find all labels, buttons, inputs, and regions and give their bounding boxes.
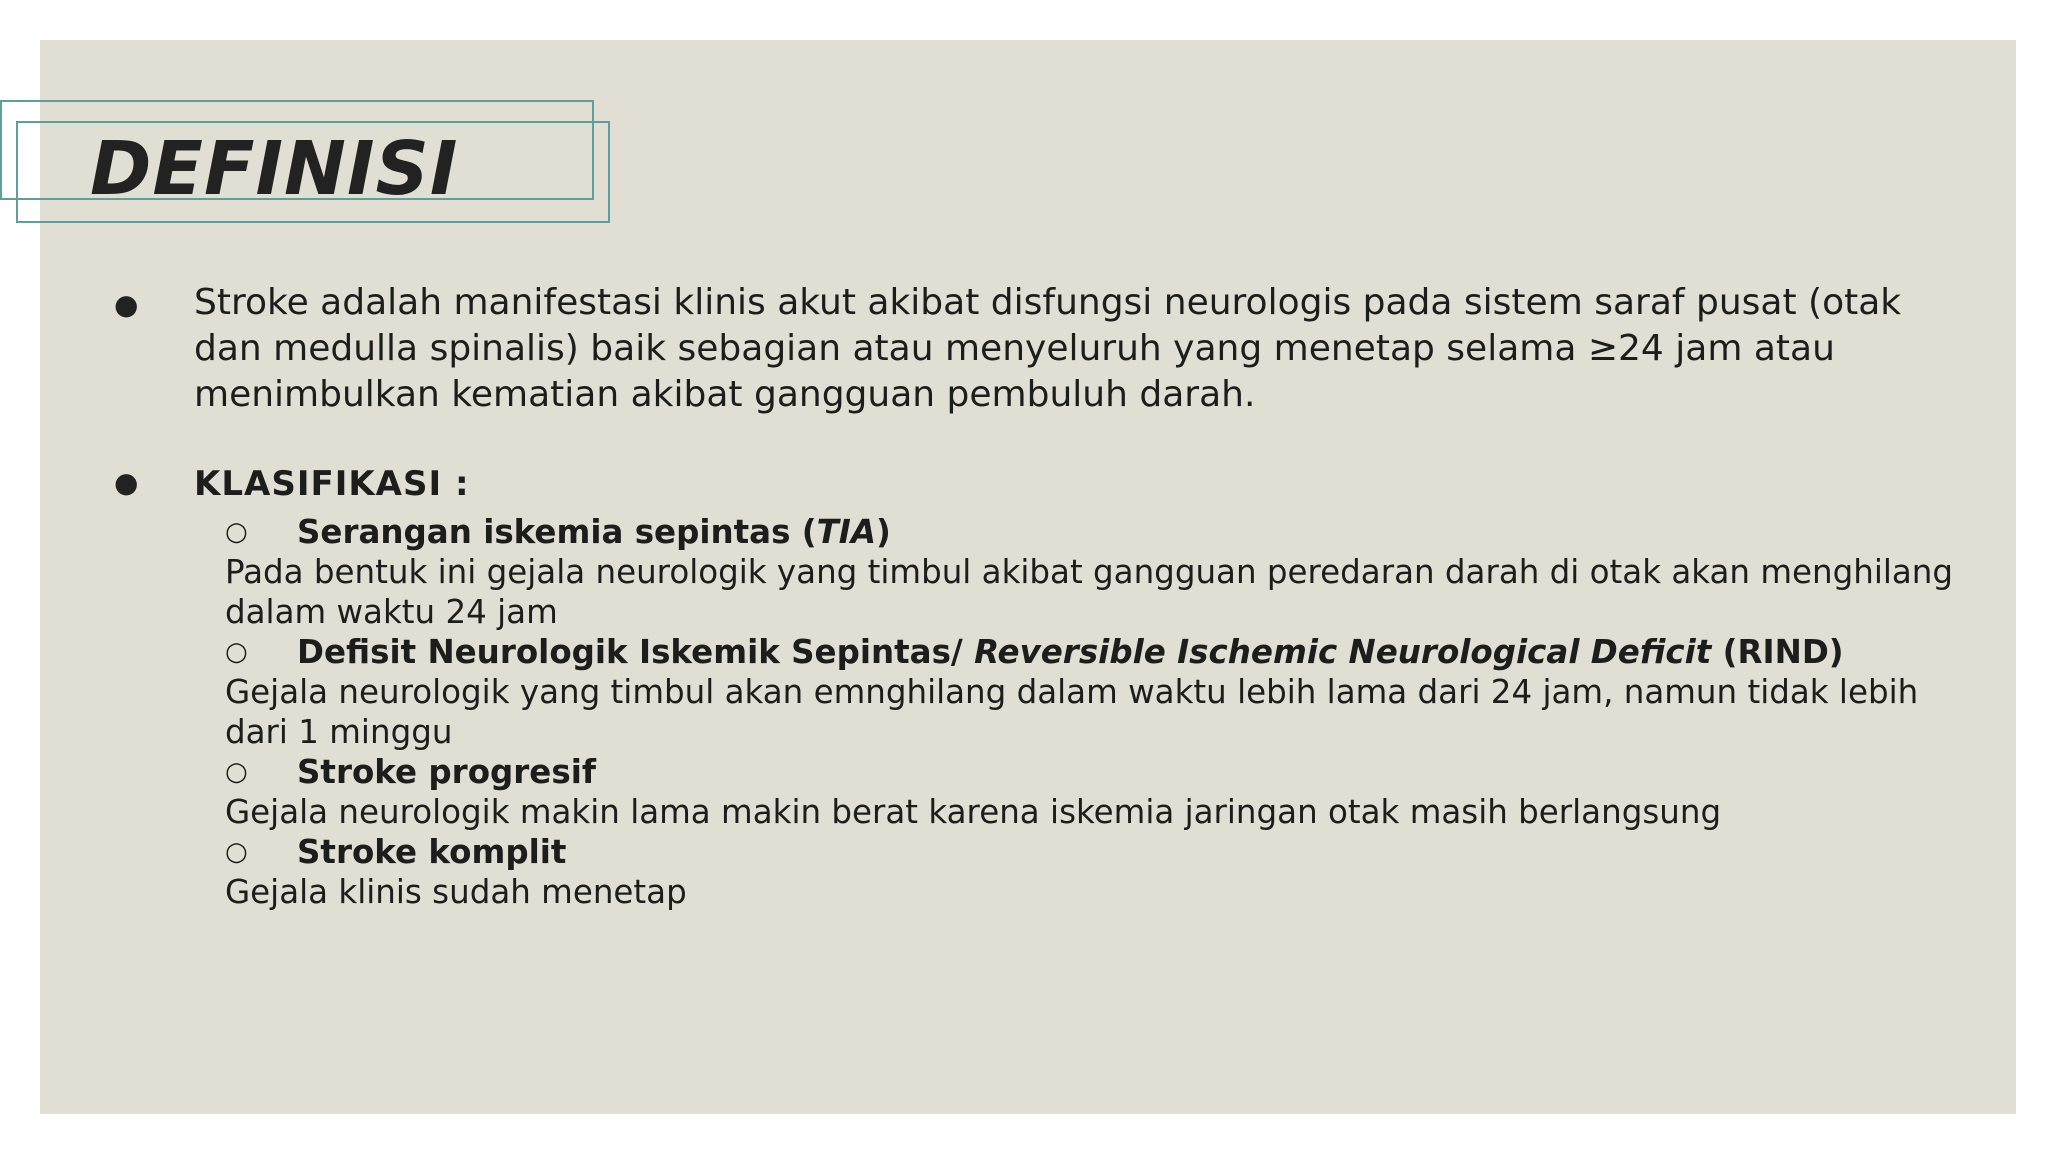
classification-name-end: ) bbox=[876, 513, 891, 551]
classification-name bbox=[297, 752, 596, 792]
classification-item bbox=[225, 632, 1965, 752]
classification-name bbox=[297, 832, 566, 872]
classification-name-part: Stroke progresif bbox=[297, 753, 596, 791]
classification-name-italic: TIA bbox=[816, 513, 877, 551]
slide-title: DEFINISI bbox=[90, 126, 459, 212]
sub-bullet-icon: ○ bbox=[225, 757, 248, 787]
classification-bullet-icon: ● bbox=[114, 466, 139, 499]
classification-item-head bbox=[225, 752, 1965, 792]
classification-name-end: (RIND) bbox=[1711, 633, 1844, 671]
classification-name bbox=[297, 632, 1844, 672]
classification-name-part: Serangan iskemia sepintas ( bbox=[297, 513, 817, 551]
classification-list bbox=[225, 512, 1965, 912]
classification-description: Gejala neurologik yang timbul akan emnghilang dalam waktu lebih lama dari 24 jam, namun tidak lebih dari 1 minggu bbox=[225, 673, 1919, 751]
classification-description: Pada bentuk ini gejala neurologik yang timbul akibat gangguan peredaran darah di otak akan menghilang dalam waktu 24 jam bbox=[225, 553, 1954, 631]
sub-bullet-icon: ○ bbox=[225, 837, 248, 867]
classification-item-head bbox=[225, 632, 1965, 672]
classification-name bbox=[297, 512, 891, 552]
classification-description: Gejala neurologik makin lama makin berat karena iskemia jaringan otak masih berlangsung bbox=[225, 793, 1722, 831]
sub-bullet-icon: ○ bbox=[225, 637, 248, 667]
definition-text: Stroke adalah manifestasi klinis akut akibat disfungsi neurologis pada sistem saraf pusat (otak dan medulla spinalis) baik sebagian atau menyeluruh yang menetap selama ≥24 jam atau menimbulkan kematian akibat gangguan pembuluh darah. bbox=[194, 282, 1902, 415]
classification-item bbox=[225, 832, 1965, 912]
sub-bullet-icon: ○ bbox=[225, 517, 248, 547]
classification-name-italic: Reversible Ischemic Neurological Deficit bbox=[974, 633, 1712, 671]
classification-item bbox=[225, 512, 1965, 632]
classification-description: Gejala klinis sudah menetap bbox=[225, 873, 687, 911]
classification-item bbox=[225, 752, 1965, 832]
classification-heading: KLASIFIKASI : bbox=[194, 464, 470, 504]
classification-item-head bbox=[225, 512, 1965, 552]
definition-bullet-icon: ● bbox=[114, 288, 139, 321]
classification-name-part: Defisit Neurologik Iskemik Sepintas/ bbox=[297, 633, 975, 671]
classification-name-part: Stroke komplit bbox=[297, 833, 567, 871]
classification-item-head bbox=[225, 832, 1965, 872]
